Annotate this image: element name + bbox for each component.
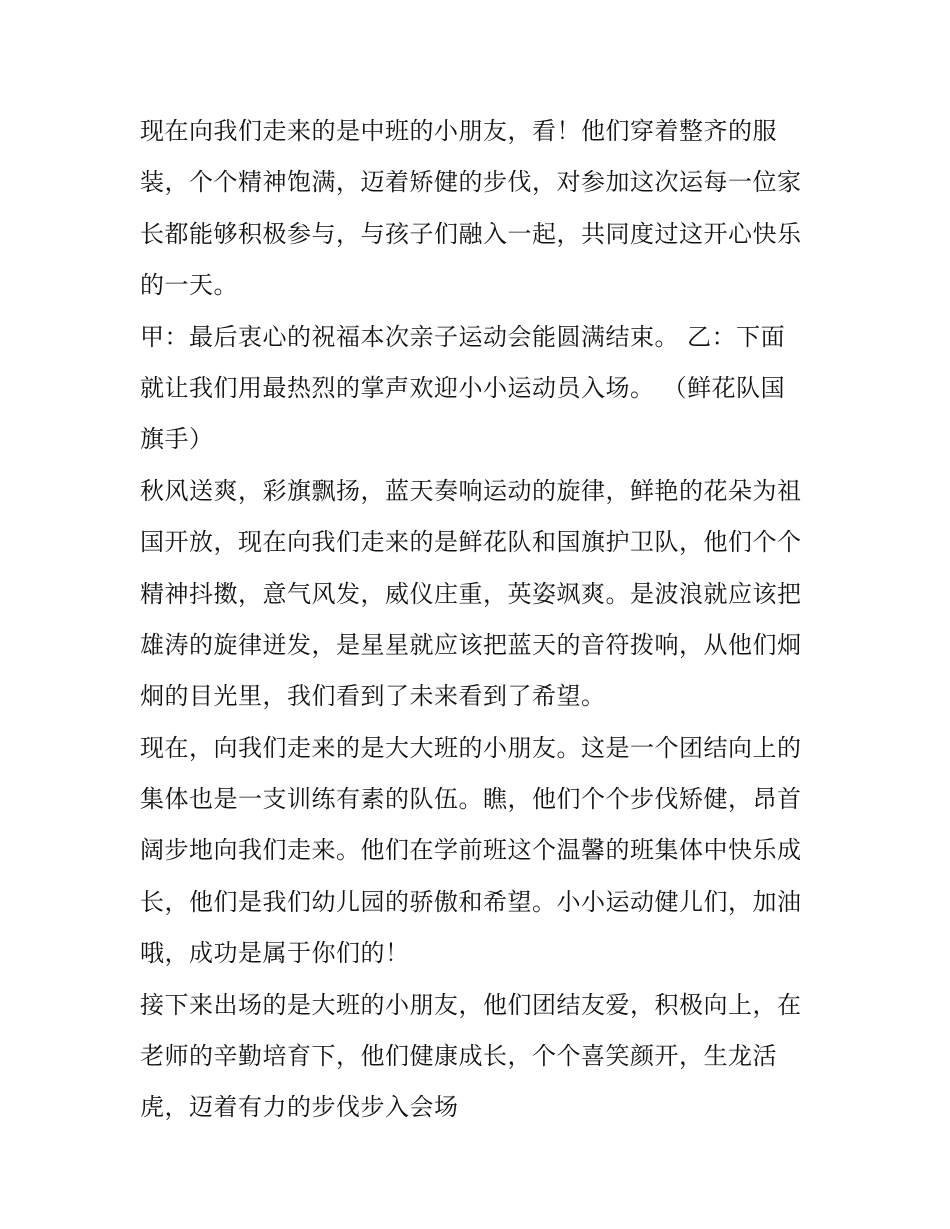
paragraph-flag-team-entrance <box>140 466 820 723</box>
text-line: 虎，迈着有力的步伐步入会场 <box>140 1093 459 1122</box>
text-line: 就让我们用最热烈的掌声欢迎小小运动员入场。 （鲜花队国 <box>140 373 786 402</box>
text-line: 现在向我们走来的是中班的小朋友，看！他们穿着整齐的服 <box>140 117 777 145</box>
text-line: 精神抖擞，意气风发，威仪庄重，英姿飒爽。是波浪就应该把 <box>140 579 802 608</box>
paragraph-senior-class-entrance <box>140 723 820 980</box>
text-line: 旗手） <box>140 425 214 454</box>
text-line: 集体也是一支训练有素的队伍。瞧，他们个个步伐矫健，昂首 <box>140 785 802 814</box>
text-line: 哦，成功是属于你们的！ <box>140 939 410 968</box>
text-line: 炯的目光里，我们看到了未来看到了希望。 <box>140 682 606 711</box>
text-line: 现在，向我们走来的是大大班的小朋友。这是一个团结向上的 <box>140 733 802 762</box>
document-body <box>140 106 820 1134</box>
text-line: 阔步地向我们走来。他们在学前班这个温馨的班集体中快乐成 <box>140 836 802 865</box>
text-line: 雄涛的旋律迸发，是星星就应该把蓝天的音符拨响，从他们炯 <box>140 630 802 659</box>
paragraph-big-class-entrance <box>140 980 820 1134</box>
text-line: 长，他们是我们幼儿园的骄傲和希望。小小运动健儿们，加油 <box>140 887 802 916</box>
paragraph-host-dialogue <box>140 312 820 466</box>
text-line: 老师的辛勤培育下，他们健康成长，个个喜笑颜开，生龙活 <box>140 1042 777 1071</box>
text-line: 甲：最后衷心的祝福本次亲子运动会能圆满结束。 乙：下面 <box>140 322 786 351</box>
paragraph-middle-class-entrance <box>140 106 820 312</box>
text-line: 的一天。 <box>140 271 238 300</box>
text-line: 装，个个精神饱满，迈着矫健的步伐，对参加这次运每一位家 <box>140 168 802 197</box>
text-line: 秋风送爽，彩旗飘扬，蓝天奏响运动的旋律，鲜艳的花朵为祖 <box>140 476 802 505</box>
text-line: 接下来出场的是大班的小朋友，他们团结友爱，积极向上，在 <box>140 990 802 1019</box>
text-line: 长都能够积极参与，与孩子们融入一起，共同度过这开心快乐 <box>140 219 802 248</box>
text-line: 国开放，现在向我们走来的是鲜花队和国旗护卫队，他们个个 <box>140 528 802 557</box>
